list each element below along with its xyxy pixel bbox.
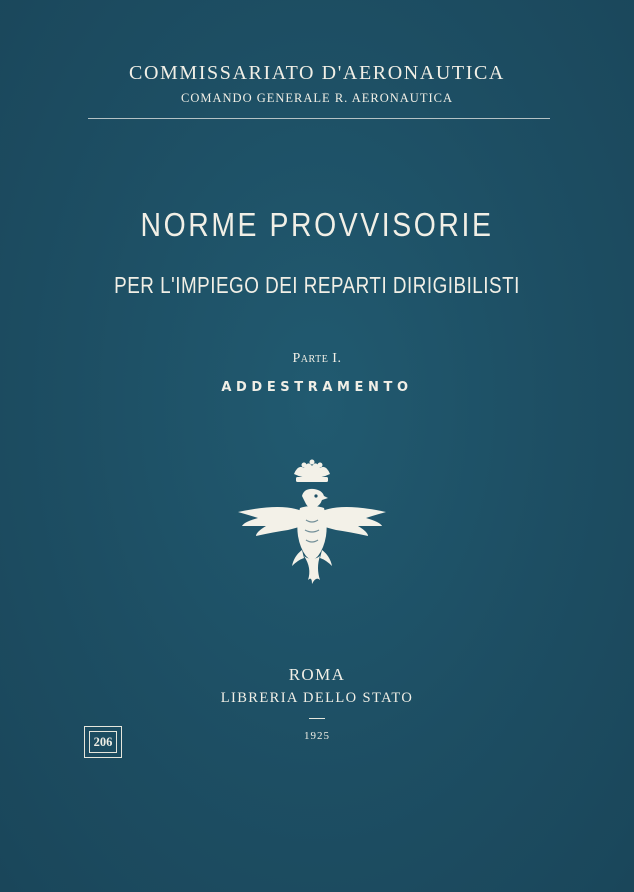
part-title: ADDESTRAMENTO bbox=[221, 380, 413, 395]
publisher: LIBRERIA DELLO STATO bbox=[220, 690, 414, 706]
catalog-number: 206 bbox=[93, 734, 113, 749]
publication-city: ROMA bbox=[288, 665, 346, 684]
part-number: Parte I. bbox=[292, 351, 342, 366]
catalog-number-box bbox=[84, 726, 122, 758]
document-subtitle: PER L'IMPIEGO DEI REPARTI DIRIGIBILISTI bbox=[114, 272, 520, 298]
header-divider bbox=[88, 118, 550, 119]
document-title: NORME PROVVISORIE bbox=[140, 206, 494, 243]
publication-year: 1925 bbox=[304, 730, 330, 742]
organization-heading: COMMISSARIATO D'AERONAUTICA bbox=[129, 62, 505, 84]
footer-divider bbox=[309, 718, 325, 719]
sub-organization-heading: COMANDO GENERALE R. AERONAUTICA bbox=[181, 91, 453, 105]
crowned-eagle-icon bbox=[232, 456, 392, 596]
